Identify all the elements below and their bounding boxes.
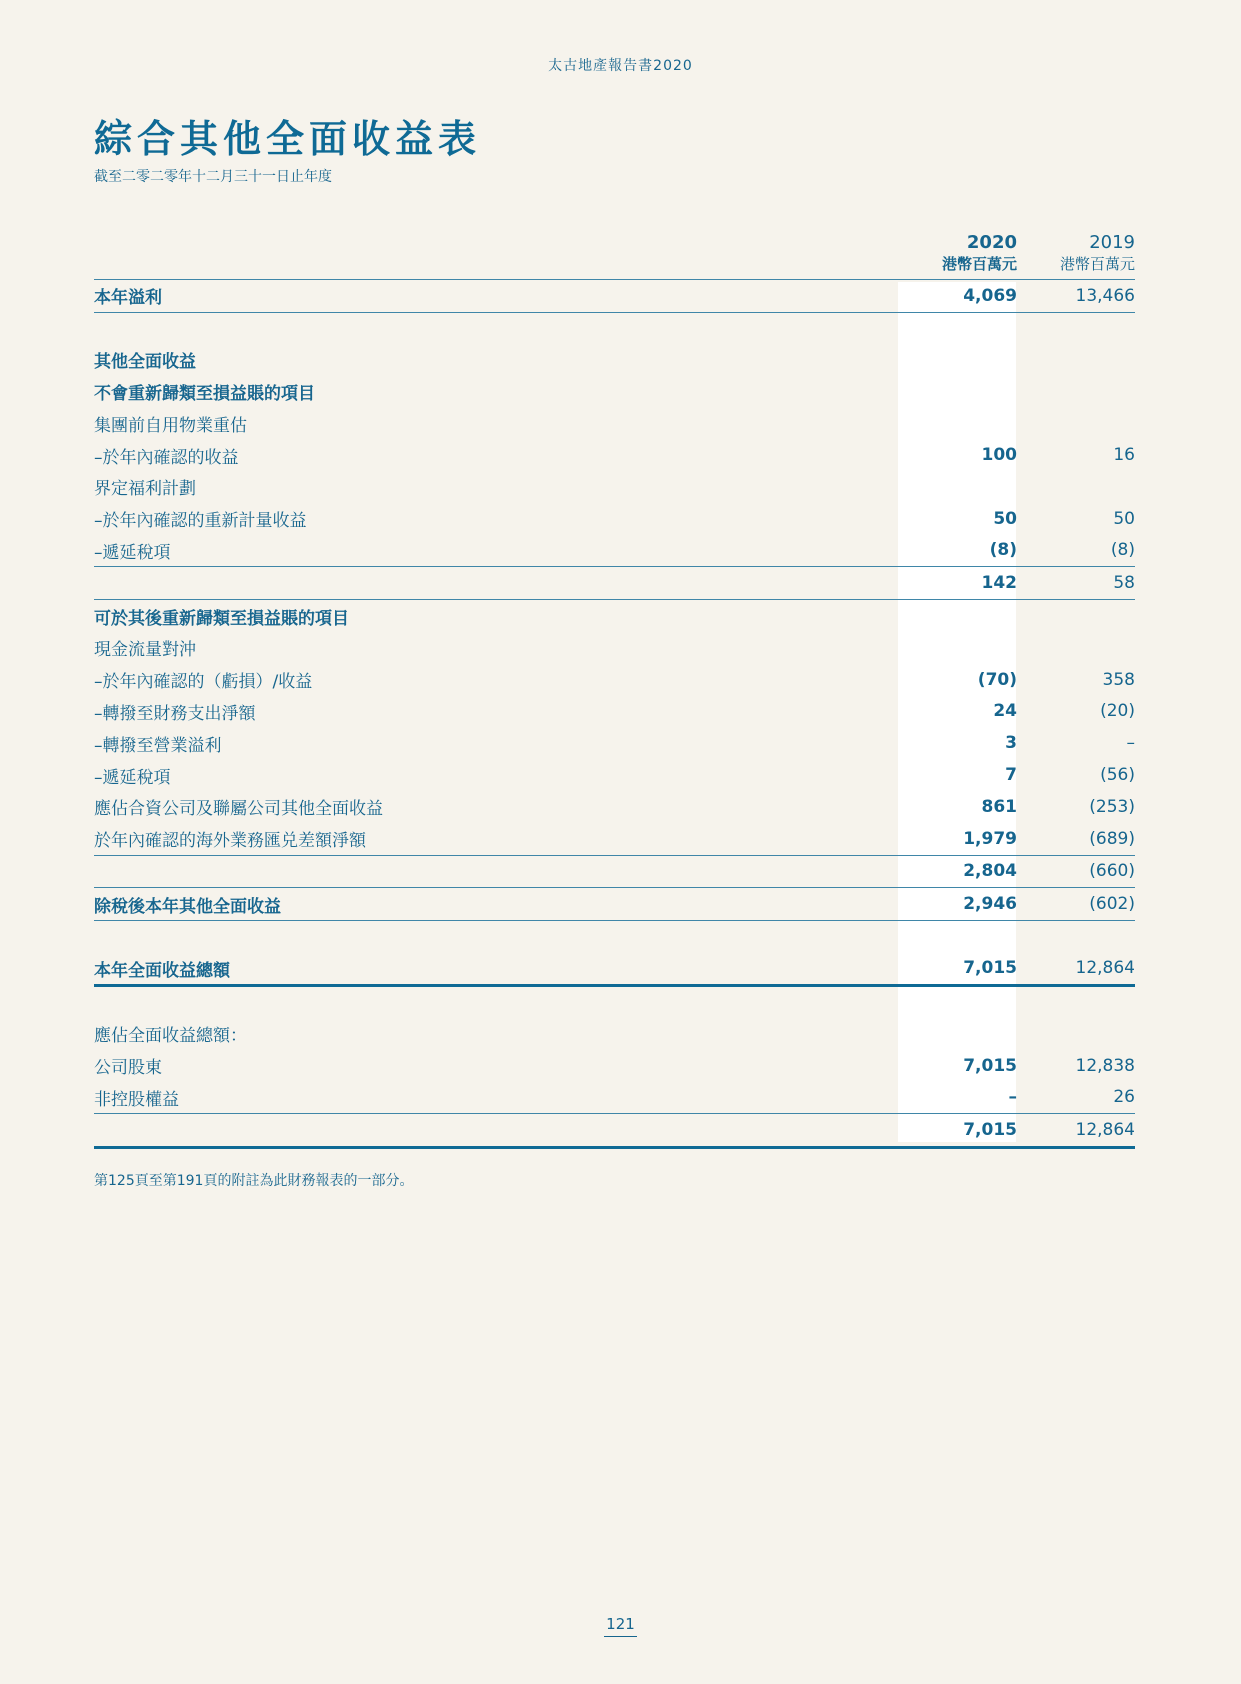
section-heading: 應佔全面收益總額： xyxy=(94,1026,247,1047)
subtotal-row: 142 58 xyxy=(94,567,1135,600)
total-row: 7,015 12,864 xyxy=(94,1114,1135,1148)
table-row: –於年內確認的重新計量收益 50 50 xyxy=(94,508,1135,532)
column-header-row xyxy=(94,232,1135,280)
spacer-row xyxy=(94,985,1135,1018)
report-header: 太古地產報告書2020 xyxy=(548,58,693,74)
column-2019: 2019 港幣百萬元 xyxy=(1017,232,1135,280)
table-row: 除稅後本年其他全面收益 2,946 (602) xyxy=(94,888,1135,921)
table-row: –轉撥至營業溢利 3 – xyxy=(94,733,1135,756)
spacer-row xyxy=(94,921,1135,953)
table-row: –於年內確認的收益 100 16 xyxy=(94,445,1135,468)
section-heading: 不會重新歸類至損益賬的項目 xyxy=(94,383,315,404)
footnote: 第125頁至第191頁的附註為此財務報表的一部分。 xyxy=(94,1173,414,1189)
table-row: 本年溢利 4,069 13,466 xyxy=(94,280,1135,313)
total-row: 本年全面收益總額 7,015 12,864 xyxy=(94,952,1135,985)
table-row: –遞延稅項 7 (56) xyxy=(94,765,1135,788)
subtotal-row: 2,804 (660) xyxy=(94,855,1135,888)
statement-table xyxy=(94,232,1135,1149)
section-heading: 其他全面收益 xyxy=(94,352,196,373)
table-row: 公司股東 7,015 12,838 xyxy=(94,1055,1135,1079)
page-subtitle: 截至二零二零年十二月三十一日止年度 xyxy=(94,169,332,185)
table-row: –遞延稅項 (8) (8) xyxy=(94,535,1135,567)
table-row: –轉撥至財務支出淨額 24 (20) xyxy=(94,701,1135,724)
page-title: 綜合其他全面收益表 xyxy=(94,117,482,161)
table-row: 非控股權益 – 26 xyxy=(94,1082,1135,1114)
section-heading: 可於其後重新歸類至損益賬的項目 xyxy=(94,608,349,629)
spacer-row xyxy=(94,312,1135,344)
table-row: 現金流量對沖 xyxy=(94,640,196,661)
table-row: 界定福利計劃 xyxy=(94,479,196,500)
table-row: 於年內確認的海外業務匯兑差額淨額 1,979 (689) xyxy=(94,823,1135,855)
table-row: –於年內確認的（虧損）/收益 (70) 358 xyxy=(94,669,1135,693)
table-row: 集團前自用物業重估 xyxy=(94,415,247,436)
page-number: 121 xyxy=(0,1615,1241,1633)
table-row: 應佔合資公司及聯屬公司其他全面收益 861 (253) xyxy=(94,796,1135,820)
column-2020: 2020 港幣百萬元 xyxy=(899,232,1017,280)
